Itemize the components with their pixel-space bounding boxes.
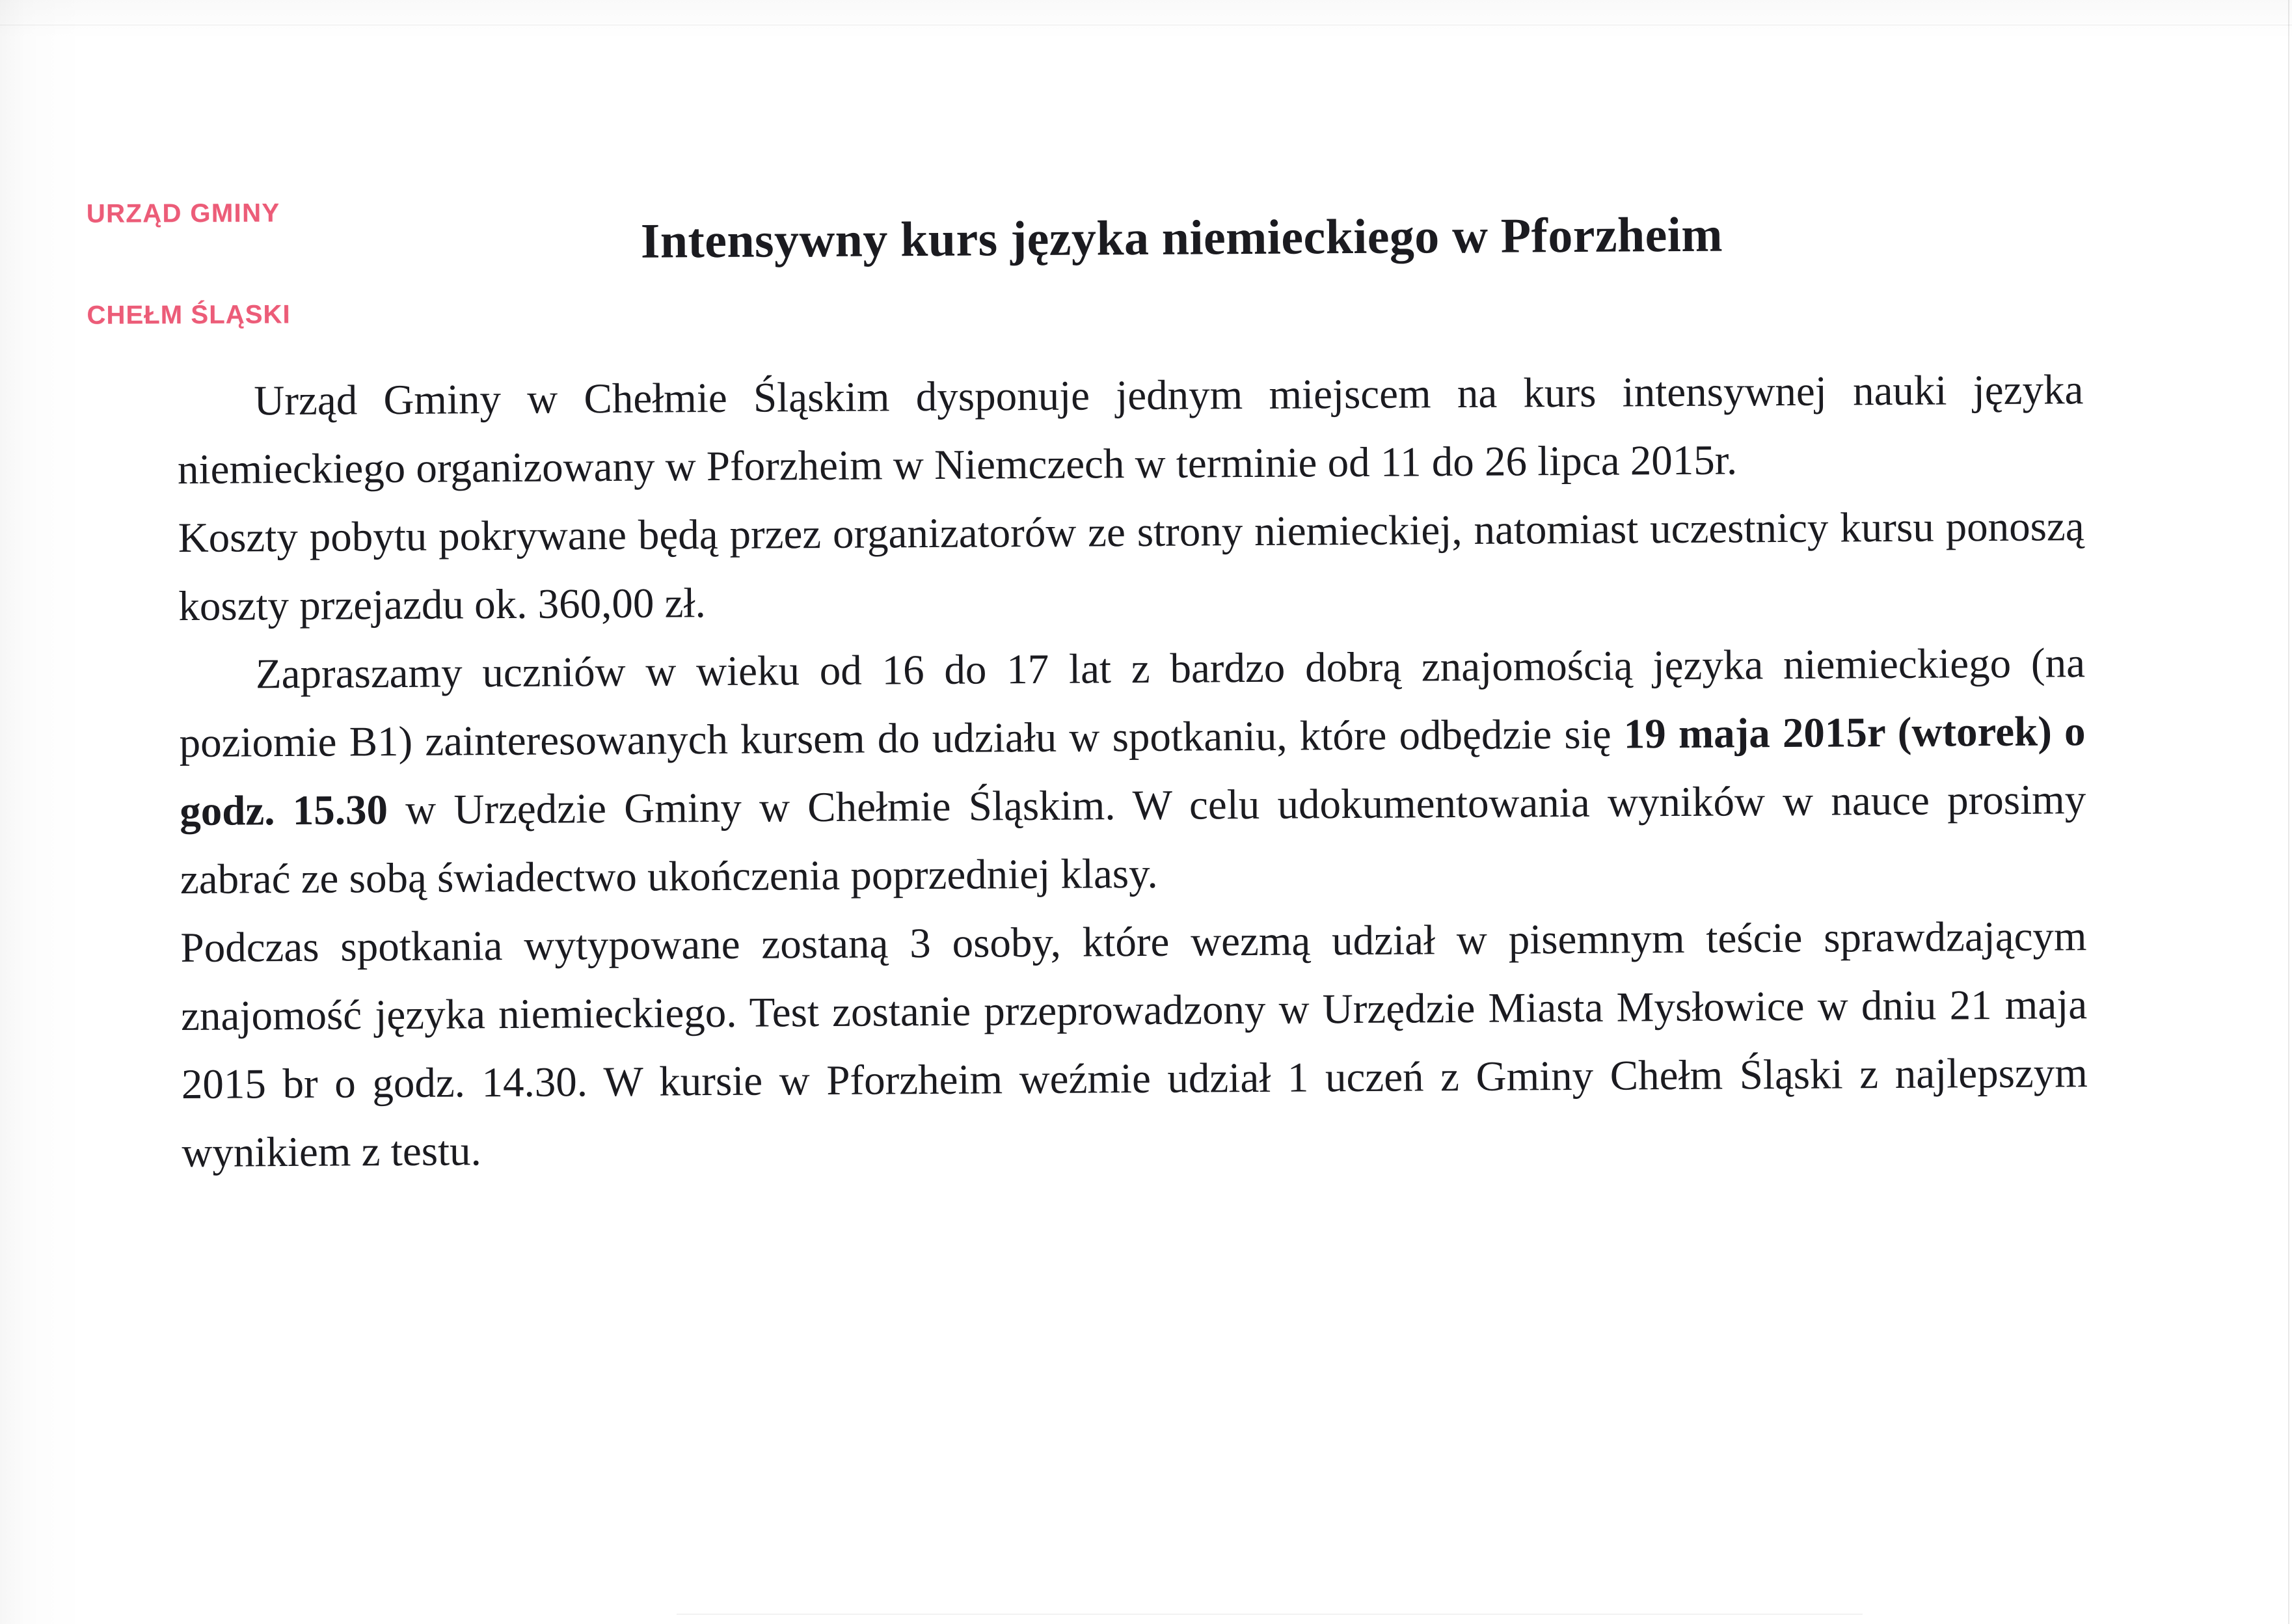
paragraph-invitation bbox=[179, 629, 2087, 914]
scan-edge-bottom bbox=[677, 1614, 1863, 1615]
document-body bbox=[177, 356, 2088, 1187]
text-run: Urząd Gminy w Chełmie Śląskim dysponuje jednym miejscem na kurs intensywnej nauki języka niemieckiego organizowany w Pforzheim w Niemczech w terminie od 11 do 26 lipca 2015r. bbox=[177, 366, 2084, 494]
emphasis-run: 19 maja 2015r (wtorek) o godz. 15.30 bbox=[180, 708, 2086, 835]
text-run: Zapraszamy uczniów w wieku od 16 do 17 lat z bardzo dobrą znajomością języka niemieckiego (na poziomie B1) zainteresowanych kursem do udziału w spotkaniu, które odbędzie się bbox=[179, 640, 2086, 767]
page-title: Intensywny kurs języka niemieckiego w Pforzheim bbox=[640, 207, 1723, 269]
paragraph-costs bbox=[178, 493, 2084, 641]
paragraph-intro bbox=[177, 356, 2084, 504]
text-run: Podczas spotkania wytypowane zostaną 3 osoby, które wezmą udział w pisemnym teście sprawdzającym znajomość języka niemieckiego. Test zostanie przeprowadzony w Urzędzie Miasta Mysłowice w dniu 21 maja 2015 br o godz. 14.30. W kursie w Pforzheim weźmie udział 1 uczeń z Gminy Chełm Śląski z najlepszym wynikiem z testu. bbox=[180, 913, 2088, 1177]
letterhead-line-office: URZĄD GMINY bbox=[86, 198, 280, 228]
letterhead-line-municipality: CHEŁM ŚLĄSKI bbox=[87, 300, 291, 330]
text-run: w Urzędzie Gminy w Chełmie Śląskim. W celu udokumentowania wyników w nauce prosimy zabrać ze sobą świadectwo ukończenia poprzedniej klasy. bbox=[180, 776, 2086, 904]
paragraph-selection bbox=[180, 902, 2088, 1187]
text-run: Koszty pobytu pokrywane będą przez organizatorów ze strony niemieckiej, natomiast uczestnicy kursu ponoszą koszty przejazdu ok. 360,00 zł. bbox=[178, 503, 2084, 630]
